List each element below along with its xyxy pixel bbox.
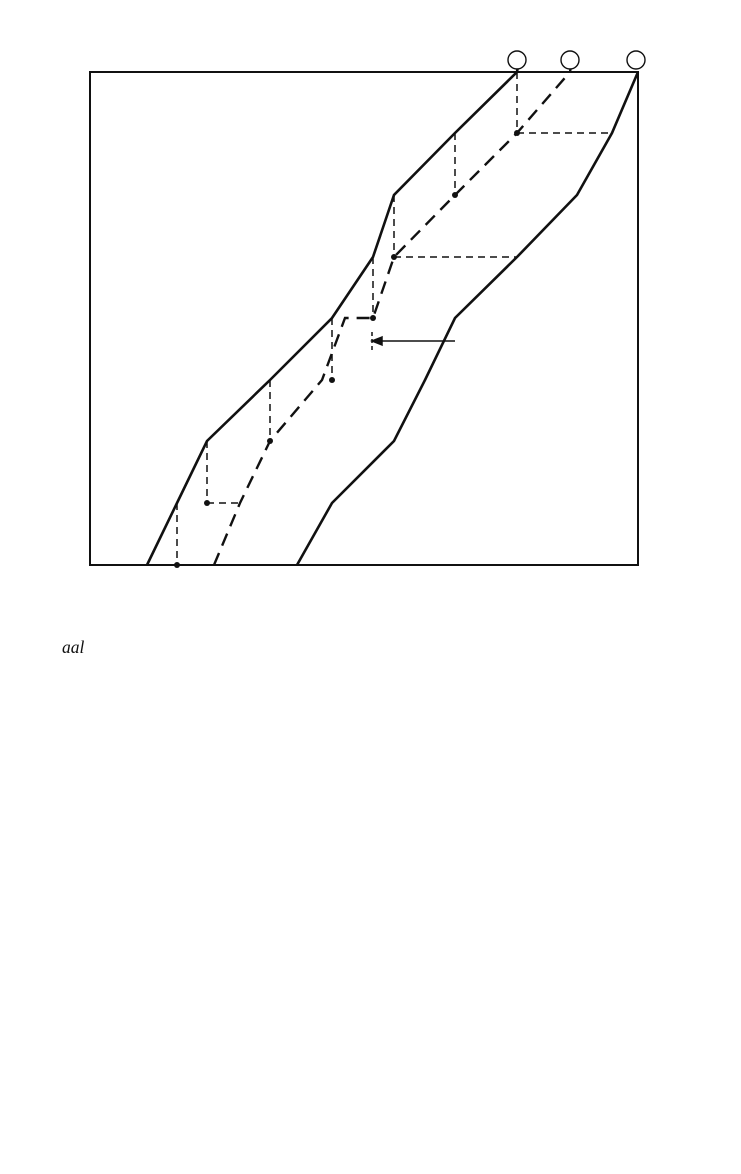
flow-2-prime-line [214,60,572,565]
top-labels [508,51,645,69]
lmin-arrow [372,332,455,350]
flow-1-line [147,60,519,565]
paragraph-2 [62,870,680,892]
paragraph-1: aal [62,636,85,657]
